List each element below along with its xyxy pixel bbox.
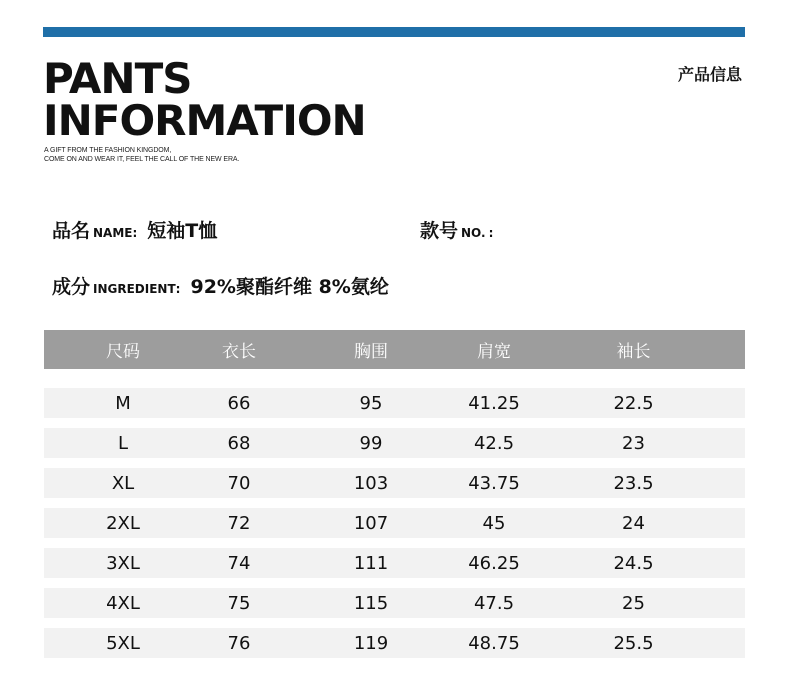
cell-shoulder: 41.25	[468, 392, 520, 414]
product-name-value: 短袖T恤	[147, 220, 218, 242]
cell-size: 5XL	[106, 632, 140, 654]
name-label-cn: 品名	[52, 220, 91, 242]
cell-sleeve: 25.5	[613, 632, 654, 654]
style-number-row	[420, 216, 493, 243]
header-shoulder: 肩宽	[477, 342, 511, 362]
ingredient-value: 92%聚酯纤维 8%氨纶	[190, 276, 389, 298]
cell-length: 75	[227, 592, 251, 614]
cell-size: L	[117, 432, 129, 454]
header-chest: 胸围	[354, 342, 388, 362]
cell-shoulder: 43.75	[468, 472, 520, 494]
product-info-label: 产品信息	[677, 65, 742, 84]
cell-size: 3XL	[106, 552, 140, 574]
page-title	[43, 54, 366, 145]
table-row	[44, 468, 745, 498]
top-accent-bar	[43, 27, 745, 37]
cell-sleeve: 24.5	[613, 552, 654, 574]
header-sleeve: 袖长	[616, 342, 651, 362]
cell-chest: 99	[359, 432, 383, 454]
cell-chest: 107	[353, 512, 389, 534]
table-row	[44, 588, 745, 618]
cell-chest: 95	[359, 392, 383, 414]
tagline-line-1: A GIFT FROM THE FASHION KINGDOM,	[44, 147, 172, 154]
table-row	[44, 428, 745, 458]
cell-sleeve: 22.5	[613, 392, 654, 414]
name-label-en: NAME	[93, 226, 133, 240]
cell-shoulder: 48.75	[468, 632, 520, 654]
cell-length: 72	[227, 512, 251, 534]
ingredient-colon: :	[175, 282, 181, 296]
ingredient-label-en: INGREDIENT	[93, 282, 176, 296]
no-colon: :	[488, 226, 494, 240]
cell-length: 66	[227, 392, 251, 414]
table-row	[44, 628, 745, 658]
cell-size: XL	[111, 472, 135, 494]
ingredient-label-cn: 成分	[52, 276, 91, 298]
cell-chest: 103	[353, 472, 389, 494]
no-label-en: NO.	[461, 226, 486, 240]
cell-shoulder: 45	[482, 512, 506, 534]
cell-size: M	[115, 392, 131, 414]
cell-shoulder: 47.5	[473, 592, 515, 614]
cell-length: 68	[227, 432, 251, 454]
cell-chest: 111	[353, 552, 389, 574]
cell-length: 74	[227, 552, 251, 574]
cell-shoulder: 42.5	[473, 432, 515, 454]
header-size: 尺码	[106, 342, 140, 362]
ingredient-row	[52, 272, 389, 299]
no-label-cn: 款号	[420, 220, 459, 242]
table-row	[44, 388, 745, 418]
cell-sleeve: 23.5	[613, 472, 654, 494]
cell-length: 76	[227, 632, 251, 654]
table-row	[44, 548, 745, 578]
cell-shoulder: 46.25	[468, 552, 520, 574]
header-length: 衣长	[222, 342, 256, 362]
cell-sleeve: 25	[622, 592, 645, 614]
tagline-line-2: COME ON AND WEAR IT, FEEL THE CALL OF THE NEW ERA.	[44, 156, 240, 163]
table-row	[44, 508, 745, 538]
cell-sleeve: 23	[622, 432, 645, 454]
product-name-row	[52, 216, 217, 243]
table-header-row	[44, 330, 745, 369]
cell-chest: 119	[353, 632, 389, 654]
tagline	[44, 146, 239, 164]
cell-length: 70	[227, 472, 251, 494]
name-colon: :	[132, 226, 138, 240]
cell-size: 2XL	[106, 512, 140, 534]
cell-sleeve: 24	[622, 512, 645, 534]
title-line-2: INFORMATION	[43, 96, 366, 145]
cell-chest: 115	[353, 592, 389, 614]
size-table	[44, 330, 745, 668]
table-body	[44, 388, 745, 658]
cell-size: 4XL	[106, 592, 140, 614]
title-line-1: PANTS	[43, 54, 192, 103]
